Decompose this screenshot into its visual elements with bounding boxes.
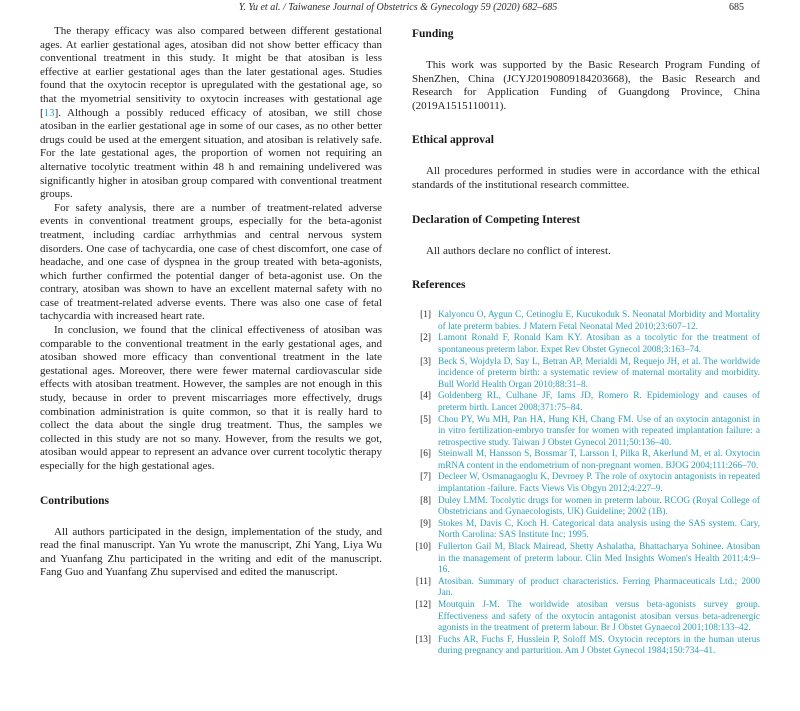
reference-number: [3]	[420, 356, 431, 367]
reference-number: [9]	[420, 518, 431, 529]
reference-number: [13]	[415, 634, 431, 645]
left-column	[40, 25, 382, 658]
funding-paragraph: This work was supported by the Basic Research Program Funding of ShenZhen, China (JCYJ20190809184203668), the Basic Research and Research for Application Funding of Guangdong Province, China (2019A1515110011).	[412, 59, 760, 112]
reference-link[interactable]: Lamont Ronald F, Ronald Kam KY. Atosiban as a tocolytic for the treatment of spontaneous preterm labor. Expet Rev Obstet Gynecol 2008;3:163–74.	[438, 333, 760, 355]
reference-link[interactable]: Kalyoncu O, Aygun C, Cetinoglu E, Kucukoduk S. Neonatal Morbidity and Mortality of late preterm babies. J Matern Fetal Neonatal Med 2010;23:607–12.	[438, 310, 760, 332]
reference-number: [4]	[420, 391, 431, 402]
reference-item[interactable]	[412, 496, 760, 519]
reference-item[interactable]	[412, 635, 760, 658]
reference-item[interactable]	[412, 472, 760, 495]
competing-interest-paragraph: All authors declare no conflict of interest.	[426, 244, 611, 257]
paragraph-text: The therapy efficacy was also compared between different gestational ages. At earlier gestational ages, atosiban did not show better efficacy than conventional treatment in this study. It might be that atosiban is less effective at earlier gestational ages than the later gestational ages. Studies found that the oxytocin receptor is upregulated with the gestational age, so that the myometrial sensitivity to oxytocin increases with gestational age [	[40, 25, 382, 119]
two-column-body	[40, 25, 760, 658]
reference-item[interactable]	[412, 391, 760, 414]
reference-link[interactable]: Atosiban. Summary of product characteristics. Ferring Pharmaceuticals Ltd.; 2000 Jan.	[438, 576, 760, 599]
reference-item[interactable]	[412, 542, 760, 577]
reference-item[interactable]	[412, 357, 760, 392]
reference-item[interactable]	[412, 310, 760, 333]
running-head: Y. Yu et al. / Taiwanese Journal of Obstetrics & Gynecology 59 (2020) 682–685	[238, 2, 558, 13]
ethical-approval-heading: Ethical approval	[412, 134, 494, 147]
page-number: 685	[729, 2, 744, 13]
reference-list	[412, 310, 760, 658]
reference-link[interactable]: Stokes M, Davis C, Koch H. Categorical data analysis using the SAS system. Cary, North Carolina: SAS Institute Inc; 1995.	[438, 518, 760, 541]
reference-number: [11]	[415, 576, 431, 587]
paragraph-conclusion: In conclusion, we found that the clinical effectiveness of atosiban was comparable to the conventional treatment in the early gestational ages, and atosiban showed more efficacy than conventional treatment in the late gestational ages. Moreover, there were fewer maternal cardiovascular side effects with atosiban treatment. However, the samples are not enough in this study, because in order to prevent miscarriages more effectively, drugs combination administration is quite common, so that it is really hard to collect the data about the single drug treatment. Thus, the samples we collected in this study are not so many. However, from the results we got, atosiban would appear to represent an advance over current tocolytic therapy especially for the high gestational ages.	[40, 324, 382, 472]
reference-link[interactable]: Beck S, Wojdyla D, Say L, Betran AP, Merialdi M, Requejo JH, et al. The worldwide incidence of preterm birth: a systematic review of maternal mortality and morbidity. Bull World Health Organ 2010;88:31–8.	[438, 356, 760, 390]
reference-number: [8]	[420, 495, 431, 506]
contributions-paragraph: All authors participated in the design, implementation of the study, and read the final manuscript. Yan Yu wrote the manuscript, Zhi Yang, Liya Wu and Yuanfang Zhu participated in the writing and edit of the manuscript. Fang Guo and Yuanfang Zhu supervised and edited the manuscript.	[40, 525, 382, 579]
references-heading: References	[412, 279, 466, 292]
reference-number: [7]	[420, 472, 431, 483]
reference-item[interactable]	[412, 415, 760, 450]
reference-link[interactable]: Fullerton Gail M, Black Mairead, Shetty Ashalatha, Bhattacharya Sohinee. Atosiban in the management of preterm labour. Clin Med Insights Women's Health 2011;4:9–16.	[438, 542, 760, 576]
paragraph-text: ]. Although a possibly reduced efficacy of atosiban, we still chose atosiban in the earlier gestational age in some of our cases, as no other better drugs could be used at the emergent situation, and atosiban is relatively safe. For the late gestational ages, the proportion of women not requiring an alternative tocolytic treatment within 48 h and remaining undelivered was significantly higher in atosiban group compared with conventional treatment groups.	[40, 106, 382, 201]
reference-item[interactable]	[412, 333, 760, 356]
reference-link[interactable]: Decleer W, Osmanagaoglu K, Devroey P. The role of oxytocin antagonists in repeated implantation -failure. Facts Views Vis Obgyn 2012;4:227–9.	[438, 472, 760, 495]
reference-link[interactable]: Duley LMM. Tocolytic drugs for women in preterm labour. RCOG (Royal College of Obstetricians and Gynaecologists, UK) Guideline; 2002 (1B).	[438, 495, 760, 518]
ethical-approval-paragraph: All procedures performed in studies were in accordance with the ethical standards of the institutional research committee.	[412, 165, 760, 191]
reference-number: [10]	[415, 542, 431, 553]
reference-link[interactable]: Fuchs AR, Fuchs F, Husslein P, Soloff MS. Oxytocin receptors in the human uterus during pregnancy and parturition. Am J Obstet Gynecol 1984;150:734–41.	[438, 634, 760, 657]
competing-interest-heading: Declaration of Competing Interest	[412, 213, 581, 226]
reference-number: [2]	[420, 333, 431, 344]
reference-link[interactable]: Goldenberg RL, Culhane JF, Iams JD, Romero R. Epidemiology and causes of preterm birth. Lancet 2008;371:75–84.	[438, 391, 760, 413]
citation-link-13[interactable]: 13	[43, 106, 55, 119]
reference-item[interactable]	[412, 449, 760, 472]
right-column	[412, 25, 760, 658]
paragraph-therapy-efficacy	[40, 25, 382, 202]
reference-number: [5]	[420, 414, 431, 425]
reference-item[interactable]	[412, 577, 760, 600]
reference-item[interactable]	[412, 600, 760, 635]
paragraph-safety-analysis: For safety analysis, there are a number of treatment-related adverse events in conventional treatment groups, especially for the beta-agonist treatment, including cardiac arrhythmias and central nervous system disorders. One case of tachycardia, one case of chest discomfort, one case of headache, and one case of dyspnea in the group treated with beta-agonists, which further confirmed the potential danger of beta-agonist use. On the contrary, atosiban was shown to have an excellent maternal safety with no case of treatment-related adverse events. There was also one case of fetal tachycardia with increased heart rate.	[40, 201, 382, 323]
reference-number: [6]	[420, 449, 431, 460]
contributions-heading: Contributions	[40, 494, 110, 507]
reference-link[interactable]: Moutquin J-M. The worldwide atosiban versus beta-agonists survey group. Effectiveness and safety of the oxytocin antagonist atosiban versus beta-adrenergic agonists in the treatment of preterm labour. Br J Obstet Gynaecol 2001;108:133–42.	[438, 600, 760, 634]
funding-heading: Funding	[412, 28, 454, 40]
reference-number: [12]	[415, 600, 431, 610]
reference-number: [1]	[420, 310, 431, 321]
reference-link[interactable]: Chou PY, Wu MH, Pan HA, Hung KH, Chang FM. Use of an oxytocin antagonist in in vitro fertilization-embryo transfer for women with repeated implantation failure: a retrospective study. Taiwan J Obstet Gynecol 2011;50:136–40.	[438, 414, 760, 448]
reference-link[interactable]: Steinwall M, Hansson S, Bossmar T, Larsson I, Pilka R, Akerlund M, et al. Oxytocin mRNA content in the endometrium of non-pregnant women. BJOG 2004;111:266–70.	[438, 449, 760, 471]
reference-item[interactable]	[412, 519, 760, 542]
